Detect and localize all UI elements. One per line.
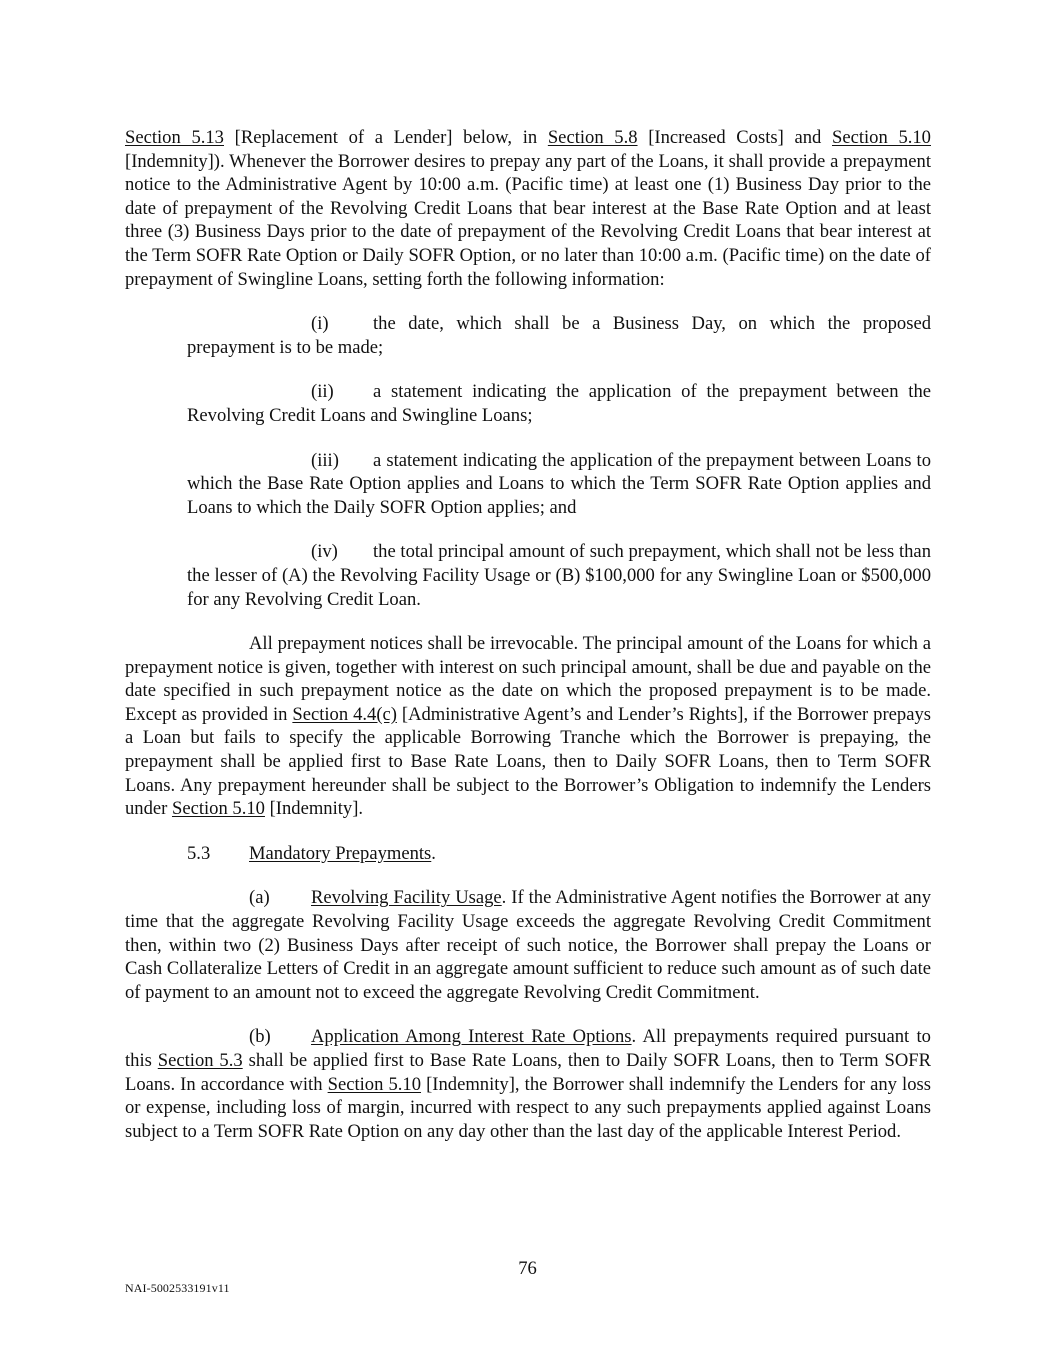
section-title: Mandatory Prepayments: [249, 842, 432, 864]
subsection-number: (a): [249, 887, 270, 909]
section-reference: Section 5.10: [171, 798, 265, 820]
list-item: [187, 312, 931, 359]
list-item-number: (i): [311, 313, 329, 335]
section-reference: Section 5.3: [157, 1050, 243, 1071]
document-body: [125, 126, 931, 1143]
list-item-text: the date, which shall be a Business Day, on which the proposed prepayment is to be made;: [187, 313, 931, 358]
section-reference: Section 5.10: [832, 127, 931, 148]
list-item-number: (ii): [311, 381, 334, 403]
subsection-number: (b): [249, 1026, 271, 1048]
section-number: 5.3: [187, 842, 211, 864]
section-reference: Section 5.8: [547, 127, 638, 148]
subsection-b: (b) Application Among Interest Rate Options. All prepayments required pursuant to this Section 5.3 shall be applied first to Base Rate Loans, then to Daily SOFR Loans, then to Term SOFR Loans. In accordance with Section 5.10 [Indemnity], the Borrower shall indemnify the Lenders for any loss or expense, including loss of margin, incurred with respect to any such prepayments applied against Loans subject to a Term SOFR Rate Option on any day other than the last day of the applicable Interest Period.: [125, 1026, 931, 1142]
list-item-text: the total principal amount of such prepayment, which shall not be less than the lesser of (A) the Revolving Facility Usage or (B) $100,000 for any Swingline Loan or $500,000 for any Revolving Credit Loan.: [187, 541, 931, 610]
list-item: [187, 540, 931, 611]
subsection-title: Application Among Interest Rate Options: [311, 1026, 632, 1048]
intro-paragraph: Section 5.13 [Replacement of a Lender] below, in Section 5.8 [Increased Costs] and Section 5.10 [Indemnity]). Whenever the Borrower desires to prepay any part of the Loans, it shall provide a prepayment notice to the Administrative Agent by 10:00 a.m. (Pacific time) at least one (1) Business Day prior to the date of prepayment of the Revolving Credit Loans that bear interest at the Base Rate Option and at least three (3) Business Days prior to the date of prepayment of the Revolving Credit Loans that bear interest at the Term SOFR Rate Option or Daily SOFR Option, or no later than 10:00 a.m. (Pacific time) on the date of prepayment of Swingline Loans, setting forth the following information:: [125, 127, 931, 290]
list-item-number: (iii): [311, 449, 339, 471]
section-reference: Section 4.4(c): [292, 703, 397, 725]
prepayment-notices-paragraph: All prepayment notices shall be irrevocable. The principal amount of the Loans for which a prepayment notice is given, together with interest on such principal amount, shall be due and payable on the date specified in such prepayment notice as the date on which the proposed prepayment is to be made. Except as provided in Section 4.4(c) [Administrative Agent’s and Lender’s Rights], if the Borrower prepays a Loan but fails to specify the applicable Borrowing Tranche which the Borrower is prepaying, the prepayment shall be applied first to Base Rate Loans, then to Daily SOFR Loans, then to Term SOFR Loans. Any prepayment hereunder shall be subject to the Borrower’s Obligation to indemnify the Lenders under Section 5.10 [Indemnity].: [125, 633, 931, 820]
list-item: [187, 449, 931, 520]
list-item-number: (iv): [311, 541, 338, 563]
list-item-text: a statement indicating the application of the prepayment between the Revolving Credit Loans and Swingline Loans;: [187, 381, 931, 426]
page-number: 76: [518, 1258, 537, 1279]
subsection-a: (a) Revolving Facility Usage. If the Administrative Agent notifies the Borrower at any time that the aggregate Revolving Facility Usage exceeds the aggregate Revolving Credit Commitment then, within two (2) Business Days after receipt of such notice, the Borrower shall prepay the Loans or Cash Collateralize Letters of Credit in an aggregate amount sufficient to reduce such amount as of such date of payment to an amount not to exceed the aggregate Revolving Credit Commitment.: [125, 887, 931, 1003]
subsection-title: Revolving Facility Usage: [311, 887, 502, 909]
section-reference: Section 5.13: [125, 127, 224, 148]
list-item-text: a statement indicating the application of the prepayment between Loans to which the Base Rate Option applies and Loans to which the Term SOFR Rate Option applies and Loans to which the Daily SOFR Option applies; and: [187, 449, 931, 518]
document-id: NAI-5002533191v11: [125, 1281, 230, 1295]
section-reference: Section 5.10: [327, 1073, 422, 1095]
list-item: [187, 380, 931, 427]
section-heading: 5.3 Mandatory Prepayments.: [187, 842, 436, 864]
